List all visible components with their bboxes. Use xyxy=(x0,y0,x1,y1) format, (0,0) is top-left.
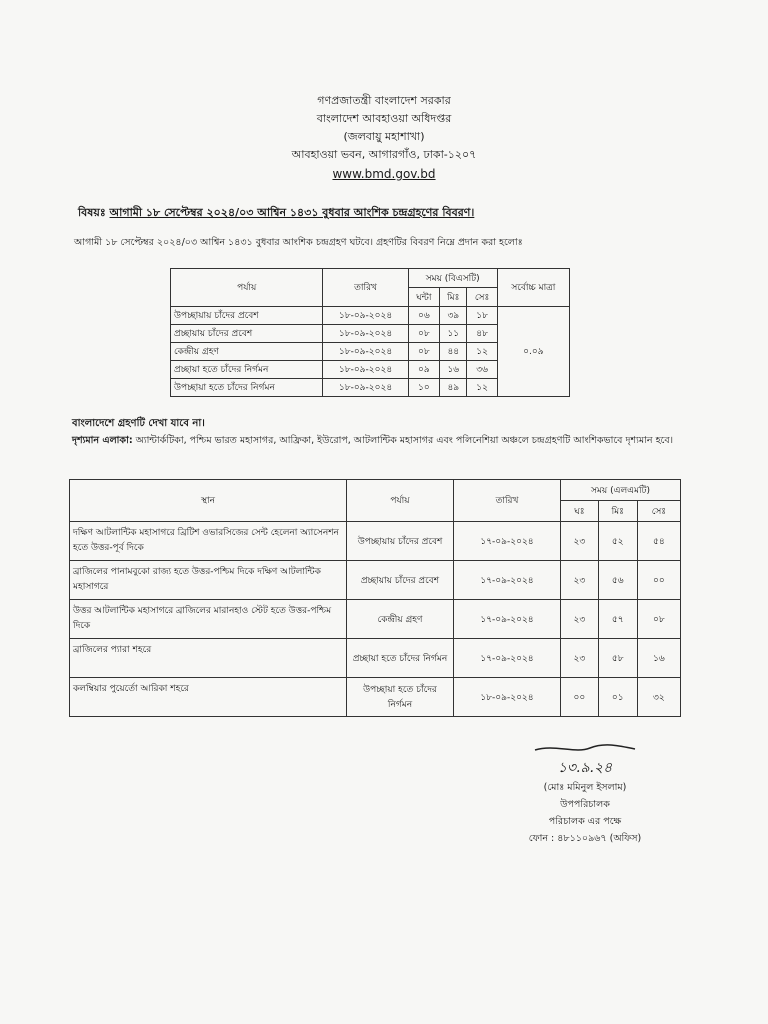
cell-hour: ২৩ xyxy=(561,522,599,561)
cell-date: ১৭-০৯-২০২৪ xyxy=(454,522,561,561)
col-date: তারিখ xyxy=(454,480,561,522)
col-minute: মিঃ xyxy=(440,288,467,307)
signatory-for: পরিচালক এর পক্ষে xyxy=(548,816,622,827)
signature-date: ১৩.৯.২৪ xyxy=(557,760,613,776)
cell-second: ০০ xyxy=(637,561,680,600)
cell-minute: ৪৯ xyxy=(440,379,467,397)
govt-name: গণপ্রজাতন্ত্রী বাংলাদেশ সরকার xyxy=(317,94,451,107)
cell-hour: ২৩ xyxy=(561,639,599,678)
signatory-phone: ফোন : ৪৮১১০৯৬৭ (অফিস) xyxy=(528,833,642,844)
cell-date: ১৭-০৯-২০২৪ xyxy=(454,639,561,678)
table-row xyxy=(70,600,681,639)
department-name: বাংলাদেশ আবহাওয়া অধিদপ্তর xyxy=(316,112,452,125)
cell-phase: প্রচ্ছায়ায় চাঁদের প্রবেশ xyxy=(171,325,323,343)
cell-phase: কেন্দ্রীয় গ্রহণ xyxy=(347,600,454,639)
cell-hour: ০৯ xyxy=(408,361,439,379)
cell-date: ১৮-০৯-২০২৪ xyxy=(323,325,408,343)
cell-hour: ১০ xyxy=(408,379,439,397)
visible-area-label: দৃশ্যমান এলাকা: xyxy=(72,435,133,446)
subject-prefix: বিষয়ঃ xyxy=(78,206,106,219)
signatory-name: (মোঃ মমিনুল ইসলাম) xyxy=(543,782,627,793)
col-minute: মিঃ xyxy=(598,501,637,522)
cell-phase: প্রচ্ছায়া হতে চাঁদের নির্গমন xyxy=(171,361,323,379)
visible-area-text: অ্যান্টার্কটিকা, পশ্চিম ভারত মহাসাগর, আফ্রিকা, ইউরোপ, আটলান্টিক মহাসাগর এবং পলিনেশিয়া অঞ্চলে চন্দ্রগ্রহণটি আংশিকভাবে দৃশ্যমান হবে। xyxy=(135,435,674,446)
cell-place: ব্রাজিলের পানামবুকো রাজ্য হতে উত্তর-পশ্চিম দিকে দক্ষিণ আটলান্টিক মহাসাগরে xyxy=(70,561,347,600)
col-place: স্থান xyxy=(70,480,347,522)
col-hour: ঘন্টা xyxy=(408,288,439,307)
division-name: (জলবায়ু মহাশাখা) xyxy=(343,130,425,143)
eclipse-phase-table xyxy=(170,268,570,397)
visibility-note: বাংলাদেশে গ্রহণটি দেখা যাবে না। xyxy=(72,418,205,429)
col-phase: পর্যায় xyxy=(347,480,454,522)
cell-phase: উপচ্ছায়ায় চাঁদের প্রবেশ xyxy=(171,307,323,325)
cell-minute: ১৬ xyxy=(440,361,467,379)
table-row xyxy=(70,678,681,717)
cell-second: ৩৬ xyxy=(467,361,497,379)
col-date: তারিখ xyxy=(323,269,408,307)
cell-hour: ২৩ xyxy=(561,600,599,639)
cell-minute: ৩৯ xyxy=(440,307,467,325)
cell-second: ৪৮ xyxy=(467,325,497,343)
col-magnitude: সর্বোচ্চ মাত্রা xyxy=(497,269,569,307)
cell-date: ১৭-০৯-২০২৪ xyxy=(454,561,561,600)
address: আবহাওয়া ভবন, আগারগাঁও, ঢাকা-১২০৭ xyxy=(291,148,477,161)
cell-minute: ৫২ xyxy=(598,522,637,561)
cell-phase: কেন্দ্রীয় গ্রহণ xyxy=(171,343,323,361)
cell-second: ০৮ xyxy=(637,600,680,639)
cell-second: ৩২ xyxy=(637,678,680,717)
cell-hour: ০৮ xyxy=(408,343,439,361)
cell-second: ১৮ xyxy=(467,307,497,325)
location-table xyxy=(69,479,681,717)
signature-block xyxy=(470,740,700,847)
table-row xyxy=(70,522,681,561)
signatory-title: উপপরিচালক xyxy=(560,799,610,810)
intro-text: আগামী ১৮ সেপ্টেম্বর ২০২৪/০৩ আশ্বিন ১৪৩১ বুধবার আংশিক চন্দ্রগ্রহণ ঘটবে। গ্রহণটির বিবরণ নিম্নে প্রদান করা হলোঃ xyxy=(74,237,523,248)
cell-minute: ৪৪ xyxy=(440,343,467,361)
cell-minute: ৫৬ xyxy=(598,561,637,600)
cell-minute: ০১ xyxy=(598,678,637,717)
signature-scribble-icon xyxy=(530,740,640,756)
subject-text: আগামী ১৮ সেপ্টেম্বর ২০২৪/০৩ আশ্বিন ১৪৩১ বুধবার আংশিক চন্দ্রগ্রহণের বিবরণ। xyxy=(109,206,475,219)
col-phase: পর্যায় xyxy=(171,269,323,307)
cell-date: ১৮-০৯-২০২৪ xyxy=(323,379,408,397)
cell-magnitude: ০.০৯ xyxy=(497,307,569,397)
cell-place: উত্তর আটলান্টিক মহাসাগরে ব্রাজিলের মারানহাও স্টেট হতে উত্তর-পশ্চিম দিকে xyxy=(70,600,347,639)
cell-phase: প্রচ্ছায়া হতে চাঁদের নির্গমন xyxy=(347,639,454,678)
cell-minute: ১১ xyxy=(440,325,467,343)
letterhead xyxy=(0,92,768,183)
cell-place: দক্ষিণ আটলান্টিক মহাসাগরে ব্রিটিশ ওভারসিজের সেন্ট হেলেনা অ্যাসেনশন হতে উত্তর-পূর্ব দিকে xyxy=(70,522,347,561)
cell-phase: উপচ্ছায়া হতে চাঁদের নির্গমন xyxy=(171,379,323,397)
cell-second: ৫৪ xyxy=(637,522,680,561)
cell-place: ব্রাজিলের প্যারা শহরে xyxy=(70,639,347,678)
cell-date: ১৮-০৯-২০২৪ xyxy=(323,307,408,325)
cell-phase: উপচ্ছায়া হতে চাঁদের নির্গমন xyxy=(347,678,454,717)
col-time: সময় (বিএসটি) xyxy=(408,269,497,288)
cell-second: ১২ xyxy=(467,343,497,361)
col-second: সেঃ xyxy=(637,501,680,522)
cell-minute: ৫৭ xyxy=(598,600,637,639)
cell-hour: ২৩ xyxy=(561,561,599,600)
cell-second: ১২ xyxy=(467,379,497,397)
col-hour: ঘঃ xyxy=(561,501,599,522)
cell-minute: ৫৮ xyxy=(598,639,637,678)
cell-place: কলম্বিয়ার পুয়ের্তো আরিকা শহরে xyxy=(70,678,347,717)
cell-phase: উপচ্ছায়ায় চাঁদের প্রবেশ xyxy=(347,522,454,561)
table-row xyxy=(70,561,681,600)
table-row xyxy=(171,307,570,325)
cell-second: ১৬ xyxy=(637,639,680,678)
cell-hour: ০৬ xyxy=(408,307,439,325)
subject-line xyxy=(78,204,474,223)
cell-phase: প্রচ্ছায়ায় চাঁদের প্রবেশ xyxy=(347,561,454,600)
cell-date: ১৮-০৯-২০২৪ xyxy=(323,343,408,361)
website-link[interactable]: www.bmd.gov.bd xyxy=(332,167,436,181)
cell-hour: ০০ xyxy=(561,678,599,717)
cell-date: ১৭-০৯-২০২৪ xyxy=(454,600,561,639)
cell-hour: ০৮ xyxy=(408,325,439,343)
table-row xyxy=(70,639,681,678)
cell-date: ১৮-০৯-২০২৪ xyxy=(454,678,561,717)
col-time: সময় (এলএমটি) xyxy=(561,480,681,501)
col-second: সেঃ xyxy=(467,288,497,307)
visible-area xyxy=(72,432,692,449)
cell-date: ১৮-০৯-২০২৪ xyxy=(323,361,408,379)
